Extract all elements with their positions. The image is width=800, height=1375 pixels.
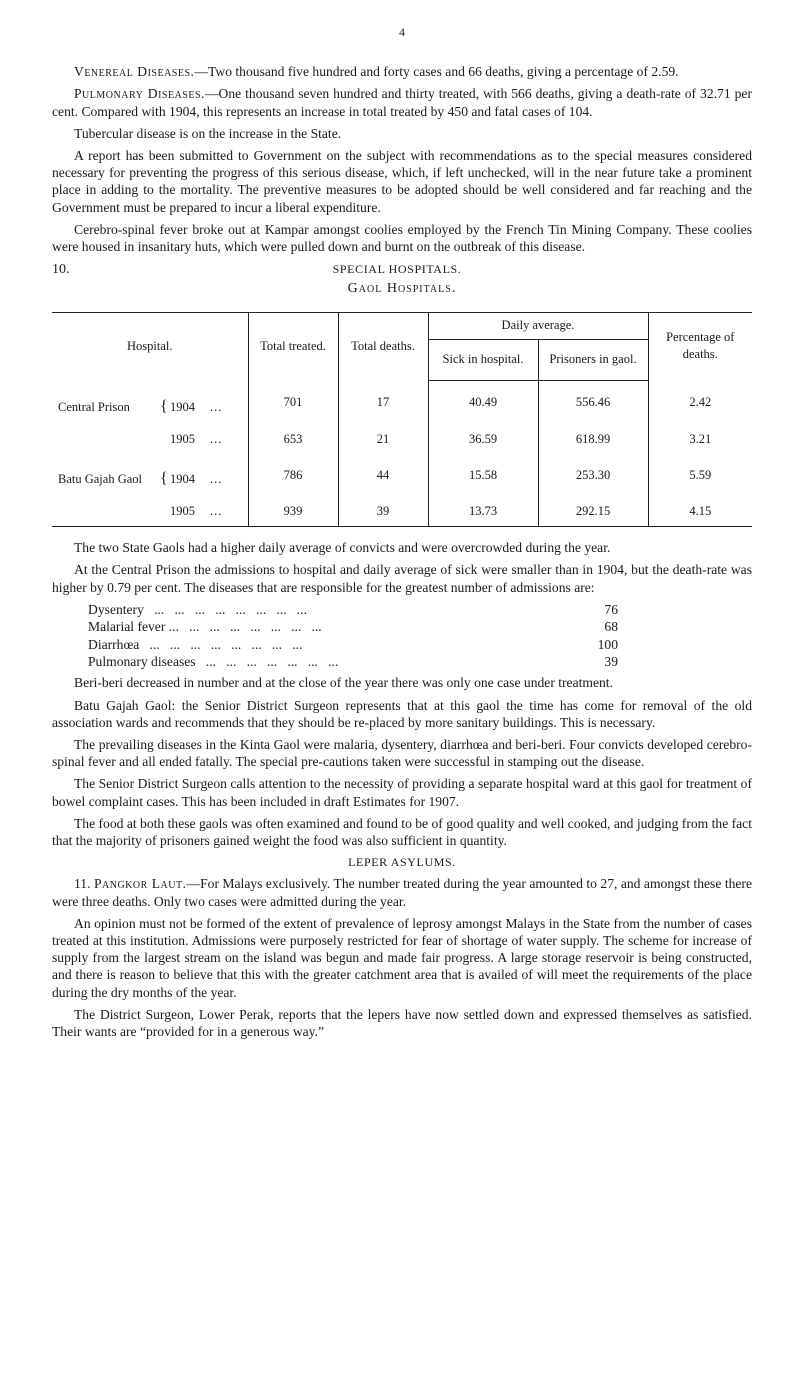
year-cell: 1904 [170,472,195,487]
section-number: 10. [52,262,70,278]
paragraph-pangkor [52,875,752,909]
disease-name: Diarrhœa [88,636,140,652]
disease-value: 100 [597,636,618,652]
disease-name: Dysentery [88,601,144,617]
leader-dots: ... [210,400,223,415]
treated-cell: 786 [248,454,338,496]
percentage-cell: 3.21 [689,431,712,446]
brace-glyph: { [160,398,168,416]
hospital-name: Batu Gajah Gaol [58,472,143,487]
year-cell: 1905 [170,431,195,446]
table-row [52,454,752,496]
header-total-deaths: Total deaths. [338,312,428,380]
deaths-cell: 39 [338,496,428,527]
disease-value: 68 [604,619,618,635]
leader-dots: ... ... ... ... ... ... ... ... [143,601,307,617]
leader-dots: ... ... ... ... ... ... ... ... [139,636,303,652]
gaol-hospitals-table [52,312,752,528]
sick-cell: 13.73 [428,496,538,527]
disease-list [88,601,618,671]
disease-name: Malarial fever [88,619,166,635]
page-number: 4 [399,25,405,39]
treated-cell: 701 [248,380,338,424]
sick-cell: 15.58 [428,454,538,496]
percentage-cell: 2.42 [689,394,712,409]
header-sick-in-hospital: Sick in hospital. [428,339,538,380]
venereal-heading: Venereal Diseases. [74,64,195,80]
hospital-cell [52,454,248,496]
list-item [88,601,618,618]
pulmonary-heading: Pulmonary Diseases. [74,86,205,102]
hospital-cell [52,496,248,527]
sick-cell: 40.49 [428,380,538,424]
section-title: SPECIAL HOSPITALS. [332,262,462,277]
list-item [88,636,618,653]
leader-dots: ... ... ... ... ... ... ... ... [165,619,322,635]
deaths-cell: 44 [338,454,428,496]
percentage-cell: 5.59 [689,467,712,482]
pangkor-text: —For Malays exclusively. The number treated during the year amounted to 27, and amongst these there were three deaths. Only two cases were admitted during the year. [52,876,752,909]
section-header [52,261,752,278]
venereal-text: —Two thousand five hundred and forty cases and 66 deaths, giving a percentage of 2.59. [194,64,679,80]
brace-glyph: { [160,470,168,488]
deaths-cell: 21 [338,424,428,454]
paragraph-venereal [52,63,752,80]
table-row [52,424,752,454]
year-cell: 1905 [170,503,195,518]
hospital-name: Central Prison [58,400,130,415]
disease-value: 76 [604,601,618,617]
deaths-cell: 17 [338,380,428,424]
leper-asylums-heading: LEPER ASYLUMS. [348,855,456,870]
prisoners-cell: 292.15 [538,496,648,527]
paragraph-pulmonary [52,85,752,119]
year-cell: 1904 [170,400,195,415]
percentage-cell: 4.15 [648,496,752,527]
pangkor-number: 11. [74,876,91,892]
paragraph-food: The food at both these gaols was often examined and found to be of good quality and well cooked, and judging from the fact that the majority of prisoners gained weight the food was also sufficient in quantity. [52,815,752,848]
paragraph-overcrowded: The two State Gaols had a higher daily average of convicts and were overcrowded during the year. [74,540,611,556]
paragraph-kinta: The prevailing diseases in the Kinta Gaol were malaria, dysentery, diarrhœa and beri-beri. Four convicts developed cerebro-spinal fever and all ended fatally. The special pre-cautions taken were successful in stamping out the disease. [52,736,752,770]
disease-value: 39 [604,653,618,669]
paragraph-hospital-ward: The Senior District Surgeon calls attention to the necessity of providing a separate hospital ward at this gaol for treatment of bowel complaint cases. This has been included in draft Estimates for 1907. [52,776,752,809]
paragraph-lepers: The District Surgeon, Lower Perak, reports that the lepers have now settled down and expressed themselves as satisfied. Their wants are “provided for in a generous way.” [52,1006,752,1039]
leader-dots: ... [210,472,223,487]
disease-name: Pulmonary diseases [88,653,196,669]
treated-cell: 939 [248,496,338,527]
hospital-cell [52,380,248,424]
section-subtitle: Gaol Hospitals. [347,281,457,297]
treated-cell: 653 [248,424,338,454]
header-prisoners-in-gaol: Prisoners in gaol. [538,339,648,380]
table-row [52,380,752,424]
document-page [52,24,752,1045]
sick-cell: 36.59 [428,424,538,454]
paragraph-central-prison: At the Central Prison the admissions to hospital and daily average of sick were smaller than in 1904, but the death-rate was higher by 0.79 per cent. The diseases that are responsible for the greatest number of admissions are: [52,562,752,595]
paragraph-report: A report has been submitted to Government on the subject with recommendations as to the special measures considered necessary for preventing the progress of this serious disease, which, if left unchecked, will in the near future take a prominent place in adding to the mortality. The preventive measures to be adopted should be well considered and far reaching and the Government must be prepared to incur a liberal expenditure. [52,148,752,215]
list-item [88,618,618,635]
paragraph-beriberi: Beri-beri decreased in number and at the close of the year there was only one case under treatment. [74,675,613,691]
hospital-cell [52,424,248,454]
header-daily-average: Daily average. [428,312,648,339]
header-hospital: Hospital. [52,312,248,380]
leader-dots: ... [210,503,223,518]
pulmonary-text: —One thousand seven hundred and thirty treated, with 566 deaths, giving a death-rate of 32.71 per cent. Compared with 1904, this represents an increase in total treated by 450 and fatal cases of 104. [52,86,752,119]
table-row [52,496,752,527]
leader-dots: ... [210,431,223,446]
list-item [88,653,618,670]
paragraph-tubercular: Tubercular disease is on the increase in the State. [74,125,342,141]
paragraph-batu-gajah: Batu Gajah Gaol: the Senior District Surgeon represents that at this gaol the time has come for removal of the old association wards and recommends that they should be re-placed by more sanitary buildings. This is necessary. [52,697,752,730]
pangkor-heading: Pangkor Laut. [93,876,187,892]
prisoners-cell: 253.30 [538,454,648,496]
prisoners-cell: 556.46 [538,380,648,424]
prisoners-cell: 618.99 [538,424,648,454]
header-total-treated: Total treated. [248,312,338,380]
paragraph-cerebro-spinal: Cerebro-spinal fever broke out at Kampar amongst coolies employed by the French Tin Mining Company. These coolies were housed in insanitary huts, which were pulled down and burnt on the outbreak of this disease. [52,221,752,255]
paragraph-opinion: An opinion must not be formed of the extent of prevalence of leprosy amongst Malays in the State from the number of cases treated at this institution. Admissions were purposely restricted for fear of shortage of water supply. The scheme for increase of supply from the largest stream on the island was begun and made fair progress. A large storage reservoir is being constructed, and there is reason to believe that this with the greater catchment area that is availed of will meet the requirements of the place during the dry months of the year. [52,915,752,1000]
header-percentage: Percentage of deaths. [648,312,752,380]
leader-dots: ... ... ... ... ... ... ... [195,653,339,669]
